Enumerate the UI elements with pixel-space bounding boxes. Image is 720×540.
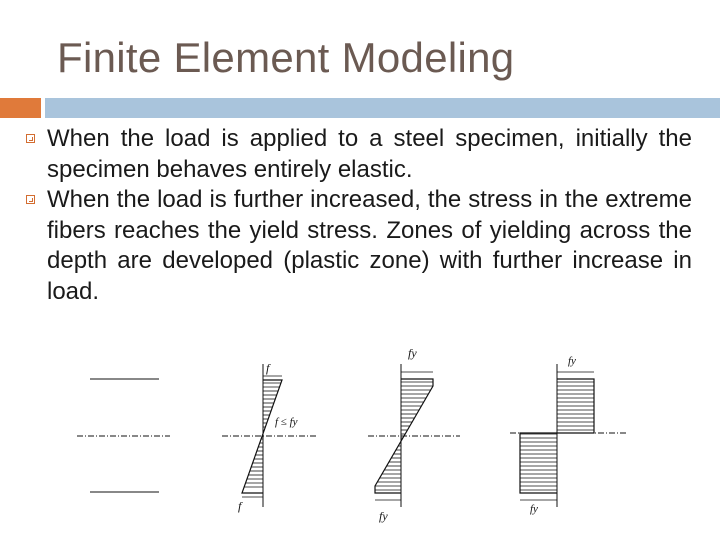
beam-cross-section <box>77 379 170 492</box>
elastic-yield-condition-label: f ≤ fy <box>275 416 298 428</box>
bullet-text: When the load is further increased, the stress in the extreme fibers reaches the yield stress. Zones of yielding across the depth are developed (plastic zone) with further increase in load. <box>47 186 692 305</box>
square-bullet-icon <box>26 195 35 204</box>
slide-title: Finite Element Modeling <box>57 34 515 81</box>
bullet-list <box>22 124 692 307</box>
bullet-text: When the load is applied to a steel specimen, initially the specimen behaves entirely elastic. <box>47 125 692 183</box>
bullet-item <box>22 124 692 185</box>
plastic-top-stress-label: fy <box>568 355 576 367</box>
yield-top-stress-label: fy <box>408 346 417 360</box>
plastic-bottom-stress-label: fy <box>530 503 538 515</box>
title-rule-accent <box>0 98 41 118</box>
plastic-stress-diagram <box>510 364 626 507</box>
square-bullet-icon <box>26 134 35 143</box>
bullet-item <box>22 185 692 307</box>
elastic-top-stress-label: f <box>266 361 270 375</box>
yield-bottom-stress-label: fy <box>379 509 388 523</box>
elastic-bottom-stress-label: f <box>238 499 242 513</box>
yield-stress-diagram <box>368 364 460 507</box>
elastic-stress-diagram <box>222 364 318 507</box>
title-rule <box>45 98 720 118</box>
stress-distribution-diagram <box>0 340 720 540</box>
